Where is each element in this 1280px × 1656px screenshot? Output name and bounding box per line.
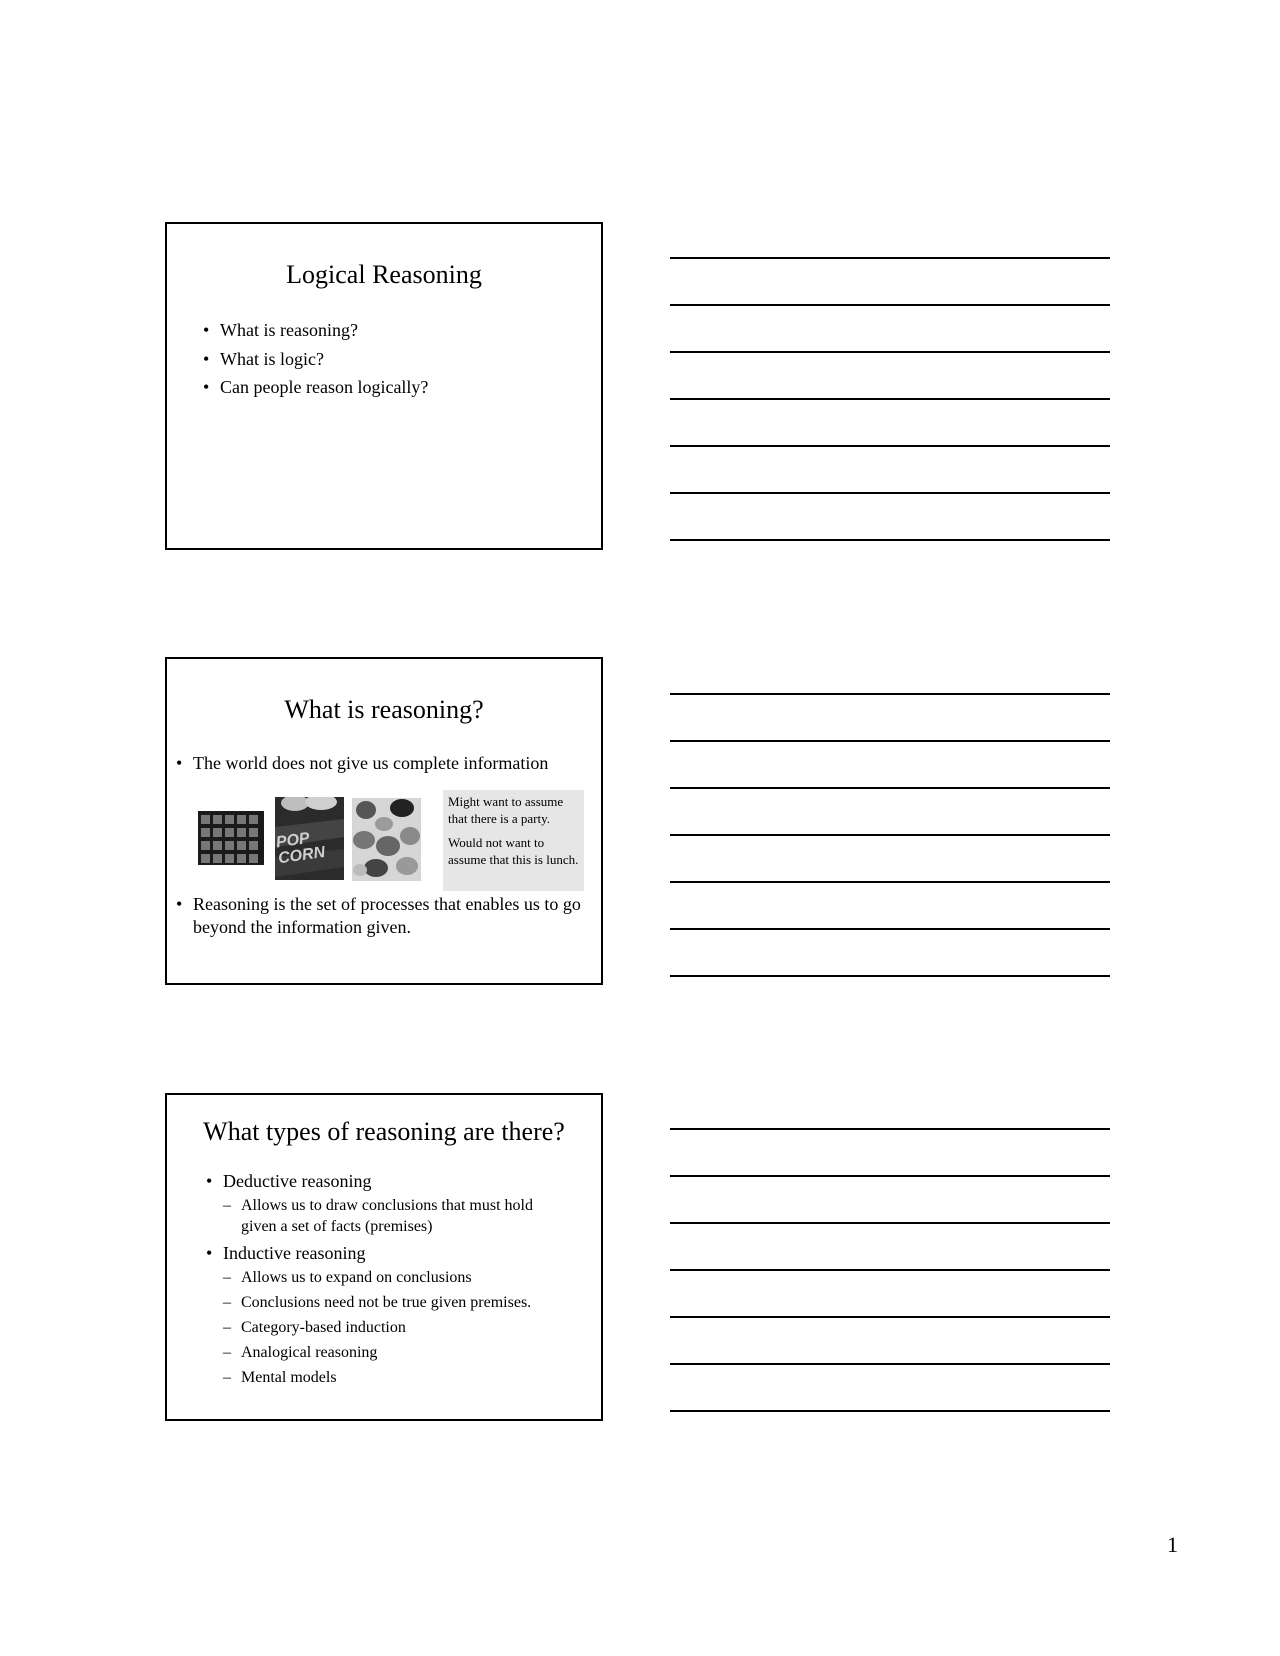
slide-2-title: What is reasoning?	[284, 695, 484, 724]
note-line	[670, 740, 1110, 742]
callout-text-2: Would not want to assume that this is lunch.	[448, 835, 579, 867]
page-number: 1	[1167, 1532, 1178, 1557]
list-item: • What is logic?	[203, 345, 428, 374]
note-line	[670, 1316, 1110, 1318]
slide-1-bullets	[203, 316, 428, 402]
slide-1	[165, 222, 603, 550]
slide-1-title: Logical Reasoning	[286, 260, 482, 289]
slide-2-bullet-top	[176, 751, 596, 775]
note-line	[670, 445, 1110, 447]
bullet-label: Inductive reasoning	[223, 1243, 366, 1263]
sub-item: – Conclusions need not be true given premises.	[223, 1292, 566, 1313]
note-line	[670, 881, 1110, 883]
popcorn-text: POP CORN	[275, 829, 327, 868]
note-line	[670, 351, 1110, 353]
note-line	[670, 257, 1110, 259]
note-line	[670, 975, 1110, 977]
note-line	[670, 928, 1110, 930]
party-snacks-image	[352, 798, 421, 881]
slide-3	[165, 1093, 603, 1421]
note-line	[670, 398, 1110, 400]
sub-item: – Allows us to expand on conclusions	[223, 1267, 566, 1288]
note-line	[670, 492, 1110, 494]
assumption-callout	[443, 790, 584, 891]
note-line	[670, 539, 1110, 541]
list-item: • What is reasoning?	[203, 316, 428, 345]
note-line	[670, 1410, 1110, 1412]
note-line	[670, 834, 1110, 836]
callout-text-1: Might want to assume that there is a party.	[448, 794, 564, 826]
list-item	[206, 1169, 566, 1237]
sub-item: – Allows us to draw conclusions that must hold given a set of facts (premises)	[223, 1195, 566, 1237]
note-line	[670, 1363, 1110, 1365]
sub-list	[223, 1267, 566, 1388]
popcorn-image	[275, 797, 344, 880]
note-line	[670, 693, 1110, 695]
sub-list	[223, 1195, 566, 1237]
theater-seats-image	[198, 811, 264, 865]
note-line	[670, 1269, 1110, 1271]
list-item: • Can people reason logically?	[203, 373, 428, 402]
sub-item: – Mental models	[223, 1367, 566, 1388]
note-line	[670, 1175, 1110, 1177]
slide-2-bullet-bottom	[176, 893, 596, 939]
sub-item: – Analogical reasoning	[223, 1342, 566, 1363]
list-item: • Reasoning is the set of processes that enables us to go beyond the information given.	[176, 893, 596, 939]
sub-item: – Category-based induction	[223, 1317, 566, 1338]
note-line	[670, 304, 1110, 306]
bullet-label: Deductive reasoning	[223, 1171, 372, 1191]
slide-3-bullets	[206, 1169, 566, 1392]
note-line	[670, 1128, 1110, 1130]
list-item: • The world does not give us complete information	[176, 751, 596, 775]
note-line	[670, 1222, 1110, 1224]
list-item	[206, 1241, 566, 1388]
slide-3-title: What types of reasoning are there?	[203, 1117, 565, 1146]
slide-2	[165, 657, 603, 985]
note-line	[670, 787, 1110, 789]
